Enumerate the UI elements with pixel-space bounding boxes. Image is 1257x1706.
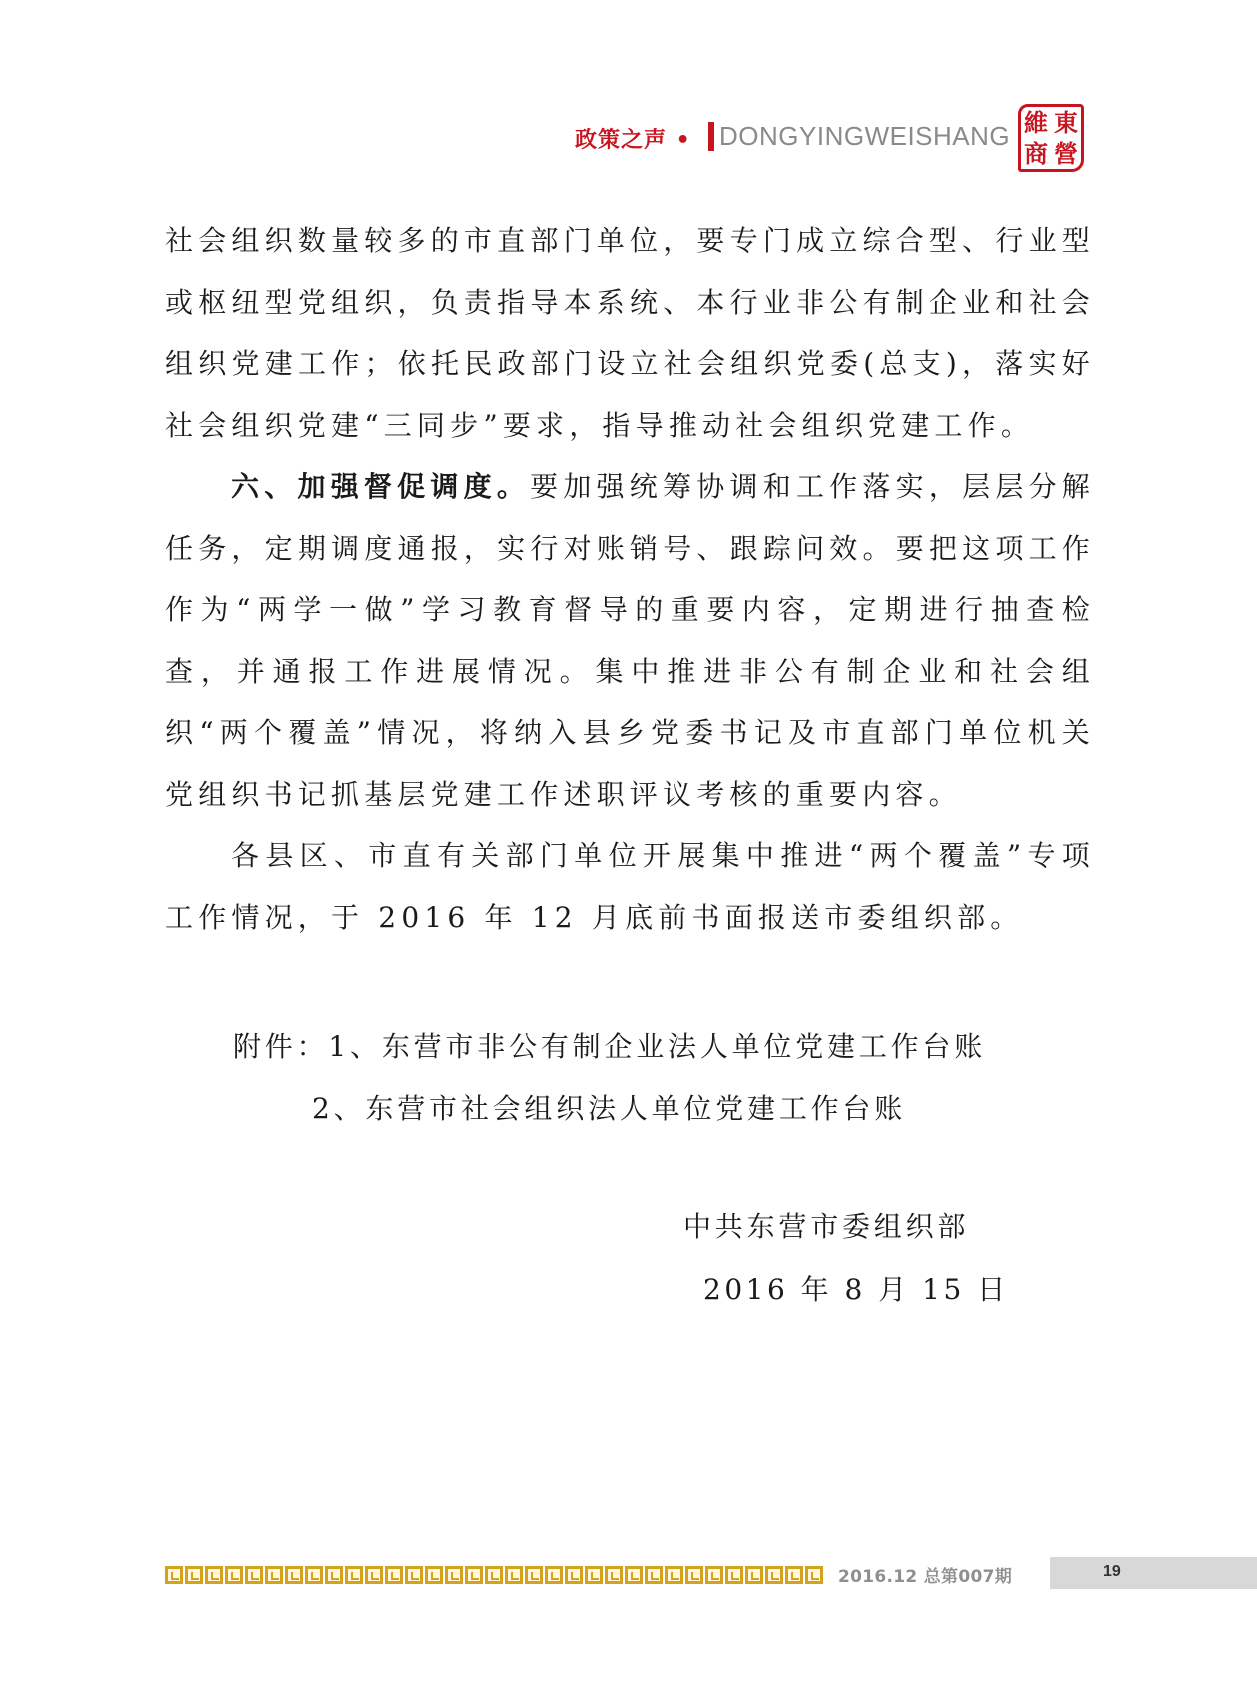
fret-tile <box>545 1566 563 1584</box>
fret-tile <box>745 1566 763 1584</box>
paragraph-2 <box>165 456 1095 825</box>
fret-tile <box>565 1566 583 1584</box>
fret-tile <box>265 1566 283 1584</box>
fret-tile <box>765 1566 783 1584</box>
fret-tile <box>385 1566 403 1584</box>
seal-logo <box>1018 104 1084 172</box>
fret-tile <box>705 1566 723 1584</box>
brand-name: DONGYINGWEISHANG <box>719 121 1011 151</box>
fret-tile <box>165 1566 183 1584</box>
fret-tile <box>505 1566 523 1584</box>
fret-tile <box>365 1566 383 1584</box>
seal-char: 營 <box>1054 138 1078 168</box>
fret-tile <box>305 1566 323 1584</box>
page-number: 19 <box>1103 1563 1121 1580</box>
fret-tile <box>805 1566 823 1584</box>
fret-tile <box>445 1566 463 1584</box>
fret-tile <box>205 1566 223 1584</box>
fret-tile <box>605 1566 623 1584</box>
signature-org: 中共东营市委组织部 <box>683 1210 970 1243</box>
attachment-line-1: 附件：1、东营市非公有制企业法人单位党建工作台账 <box>233 1030 987 1063</box>
seal-char: 維 <box>1024 107 1048 137</box>
page-header <box>0 0 1257 180</box>
fret-tile <box>585 1566 603 1584</box>
attachment-line-2: 2、东营市社会组织法人单位党建工作台账 <box>312 1092 907 1125</box>
fret-tile <box>345 1566 363 1584</box>
header-divider <box>708 122 714 151</box>
fret-tile <box>525 1566 543 1584</box>
paragraph-3: 各县区、市直有关部门单位开展集中推进“两个覆盖”专项工作情况，于 2016 年 12 月底前书面报送市委组织部。 <box>165 839 1095 934</box>
fret-tile <box>185 1566 203 1584</box>
fret-tile <box>225 1566 243 1584</box>
section-title: 政策之声 • <box>575 128 691 153</box>
fret-tile <box>425 1566 443 1584</box>
fret-tile <box>465 1566 483 1584</box>
paragraph-2-text: 要加强统筹协调和工作落实，层层分解任务，定期调度通报，实行对账销号、跟踪问效。要把这项工作作为“两学一做”学习教育督导的重要内容，定期进行抽查检查，并通报工作进展情况。集中推进非公有制企业和社会组织“两个覆盖”情况，将纳入县乡党委书记及市直部门单位机关党组织书记抓基层党建工作述职评议考核的重要内容。 <box>165 470 1095 811</box>
fret-tile <box>405 1566 423 1584</box>
footer-decorative-border <box>165 1564 825 1586</box>
fret-tile <box>245 1566 263 1584</box>
article-body <box>165 210 1095 948</box>
fret-tile <box>645 1566 663 1584</box>
fret-tile <box>325 1566 343 1584</box>
seal-char: 商 <box>1024 138 1048 168</box>
fret-tile <box>725 1566 743 1584</box>
signature-date: 2016 年 8 月 15 日 <box>703 1273 1009 1306</box>
fret-tile <box>685 1566 703 1584</box>
paragraph-1: 社会组织数量较多的市直部门单位，要专门成立综合型、行业型或枢纽型党组织，负责指导本系统、本行业非公有制企业和社会组织党建工作；依托民政部门设立社会组织党委(总支)，落实好社会组织党建“三同步”要求，指导推动社会组织党建工作。 <box>165 224 1095 442</box>
fret-tile <box>665 1566 683 1584</box>
page-number-box <box>1050 1557 1257 1589</box>
fret-tile <box>485 1566 503 1584</box>
fret-tile <box>625 1566 643 1584</box>
paragraph-heading: 六、加强督促调度。 <box>231 470 531 503</box>
fret-tile <box>285 1566 303 1584</box>
issue-label: 2016.12 总第007期 <box>838 1567 1013 1587</box>
fret-tile <box>785 1566 803 1584</box>
seal-char: 東 <box>1054 107 1078 137</box>
